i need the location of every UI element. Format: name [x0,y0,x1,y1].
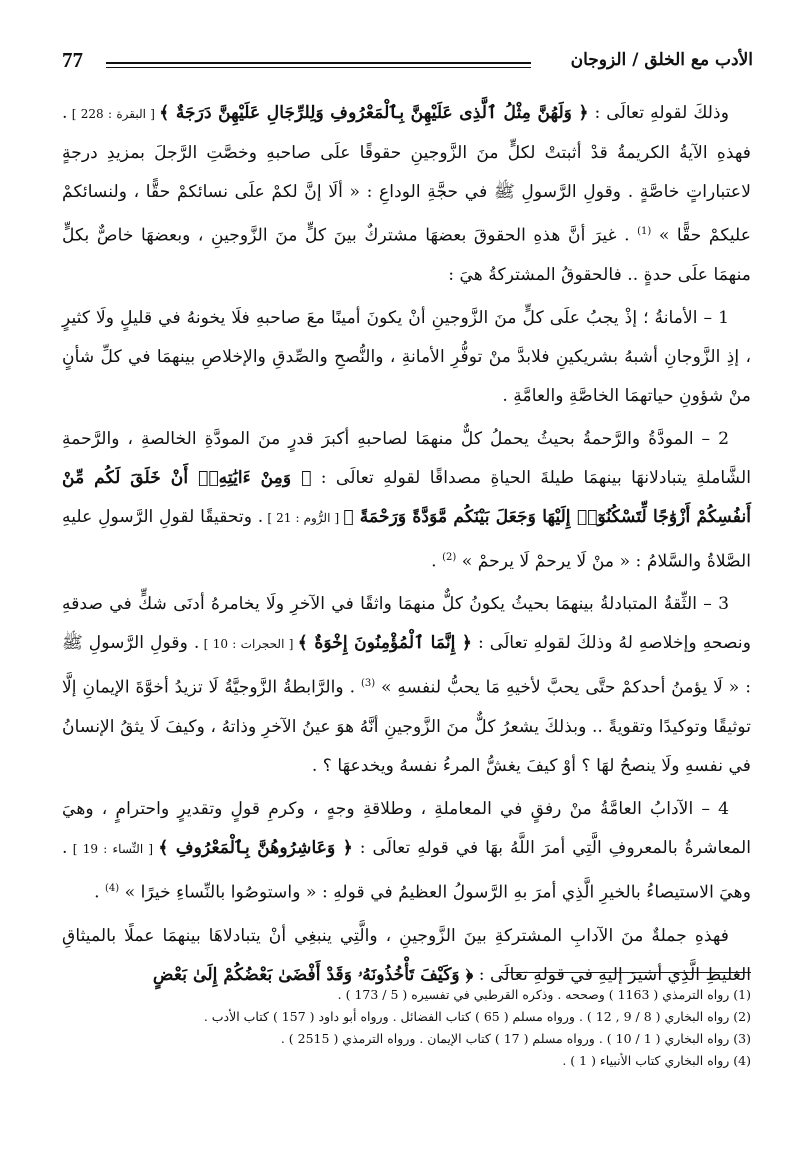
header-rule [106,62,531,68]
text-run: . [94,882,105,903]
quran-verse: ﴿ وَعَاشِرُوهُنَّ بِٱلْمَعْرُوفِ ﴾ [158,838,353,859]
text-run: . غيرَ أنَّ هذهِ الحقوقَ بعضهَا مشتركٌ بينَ كلٍّ منَ الزَّوجينِ ، وبعضهَا خاصٌّ بكلٍّ منهمَا علَى حدةٍ .. فالحقوقُ المشتركةُ هيَ : [62,225,751,285]
footnote-2: (2) رواه البخاري ( 8 / 9 , 12 ) . ورواه مسلم ( 65 ) كتاب الفضائل . ورواه أبو داود ( 157 ) كتاب الأدب . [203,1009,751,1024]
paragraph-manners [62,790,751,913]
text-run: 1 – الأمانةُ ؛ إذْ يجبُ علَى كلٍّ منَ الزَّوجينِ أنْ يكونَ أمينًا معَ صاحبهِ فلَا يخونهُ في قليلٍ ولَا كثيرٍ ، إذِ الزَّوجانِ أشبهُ بشريكينِ فلابدَّ منْ توفُّرِ الأمانةِ ، والنُّصحِ والصِّدقِ والإخلاصِ بينهمَا في كلِّ شأنٍ منْ شؤونِ حياتهمَا الخاصَّةِ والعامَّةِ . [62,307,751,406]
footnote-1: (1) رواه الترمذي ( 1163 ) وصححه . وذكره القرطبي في تفسيره ( 5 / 173 ) . [337,987,751,1002]
footnote-marker: (4) [105,883,120,895]
text-run: . وقولِ الرَّسولِ ﷺ : « لَا يؤمنُ أحدكمْ حتَّى يحبَّ لأخيهِ مَا يحبُّ لنفسهِ » [62,633,751,699]
footnote-marker: (3) [360,678,376,690]
paragraph-confidence [62,585,751,786]
page-number: 77 [62,48,83,72]
page-header [62,48,753,82]
text-run: وذلكَ لقولهِ تعالَى : [588,103,730,123]
text-run: 3 – الثِّقةُ المتبادلةُ بينهمَا بحيثُ يكونُ كلٌّ منهمَا واثقًا في الآخرِ ولَا يخامرهُ أدنَى شكٍّ في صدقهِ ونصحهِ وإخلاصهِ لهُ وذلكَ لقولهِ تعالَى : [62,594,751,654]
text-run: فهذهِ جملةٌ منَ الآدابِ المشتركةِ بينَ الزَّوجينِ ، والَّتِي ينبغِي أنْ يتبادلاهَا بينهمَا عملًا بالميثاقِ الغليظِ الَّذِي أشيرَ إليهِ في قولهِ تعالَى : [62,925,751,985]
verse-reference: [ البقرة : 228 ] [67,107,160,121]
footnote-4: (4) رواه البخاري كتاب الأنبياء ( 1 ) . [562,1053,751,1068]
footnotes [62,984,751,1072]
verse-reference: [ النِّساء : 19 ] [67,842,159,857]
footnote-rule [501,972,751,973]
running-title: الأدب مع الخلق / الزوجان [570,50,753,70]
footnote-marker: (2) [442,551,457,563]
verse-reference: [ الرُّوم : 21 ] [263,510,344,525]
text-run: . وهيَ الاستيصاءُ بالخيرِ الَّذِي أمرَ بهِ الرَّسولُ العظيمُ في قولهِ : « واستوصُوا بالنِّساءِ خيرًا » [62,838,751,903]
footnote-marker: (1) [637,226,652,237]
quran-verse: ﴿ إِنَّمَا ٱلْمُؤْمِنُونَ إِخْوَةٌ ﴾ [297,633,472,654]
verse-reference: [ الحجرات : 10 ] [199,637,298,652]
quran-verse: ﴿ وَلَهُنَّ مِثْلُ ٱلَّذِى عَلَيْهِنَّ بِٱلْمَعْرُوفِ وَلِلرِّجَالِ عَلَيْهِنَّ دَرَجَةٌ ﴾ [159,103,589,123]
text-run: . وتحقيقًا لقولِ الرَّسولِ عليهِ الصَّلاةُ والسَّلامُ : « منْ لَا يرحمْ لَا يرحمْ » [62,506,751,572]
paragraph-intro [62,94,751,295]
text-run: . [431,551,443,572]
text-run: . فهذهِ الآيةُ الكريمةُ قدْ أثبتتْ لكلٍّ منَ الزَّوجينِ حقوقًا علَى صاحبهِ وخصَّتِ الرَّجلَ بمزيدِ درجةٍ لاعتباراتٍ خاصَّةٍ . وقولِ الرَّسولِ ﷺ في حجَّةِ الوداعِ : « ألَا إنَّ لكمْ علَى نسائكمْ حقًّا ، ولنسائكمْ عليكمْ حقًّا » [62,103,751,246]
quran-verse: ﴿ وَمِنْ ءَايَٰتِهِۦٓ أَنْ خَلَقَ لَكُم مِّنْ أَنفُسِكُمْ أَزْوَٰجًا لِّتَسْكُنُوٓا۟ إِلَيْهَا وَجَعَلَ بَيْنَكُم مَّوَدَّةً وَرَحْمَةً ﴾ [62,467,752,527]
text-run: 4 – الآدابُ العامَّةُ منْ رفقٍ في المعاملةِ ، وطلاقةِ وجهٍ ، وكرمِ قولٍ وتقديرٍ واحترامٍ ، وهيَ المعاشرةُ بالمعروفِ الَّتِي أمرَ اللَّهُ بهَا في قولهِ تعالَى : [62,799,751,859]
text-run: . والرَّابطةُ الزَّوجيَّةُ لَا تزيدُ أخوَّةَ الإيمانِ إلَّا توثيقًا وتوكيدًا وتقويةً .. وبذلكَ يشعرُ كلٌّ منَ الزَّوجينِ أنَّهُ هوَ عينُ الآخرِ وذاتهُ ، وكيفَ لَا يثقُ الإنسانُ في نفسهِ ولَا ينصحُ لهَا ؟ أوْ كيفَ يغشُّ المرءُ نفسهُ ويخدعهَا ؟ . [62,678,751,777]
body-text [62,94,751,999]
footnote-3: (3) رواه البخاري ( 1 / 10 ) . ورواه مسلم ( 17 ) كتاب الإيمان . ورواه الترمذي ( 2515 ) . [280,1031,751,1046]
paragraph-affection [62,420,751,582]
text-run: 2 – المودَّةُ والرَّحمةُ بحيثُ يحملُ كلٌّ منهمَا لصاحبهِ أكبرَ قدرٍ منَ المودَّةِ الخالصةِ ، والرَّحمةِ الشَّاملةِ يتبادلانهَا بينهمَا طيلةَ الحياةِ مصداقًا لقولهِ تعالَى : [62,428,751,488]
quran-verse: ﴿ وَكَيْفَ تَأْخُذُونَهُۥ وَقَدْ أَفْضَىٰ بَعْضُكُمْ إِلَىٰ بَعْضٍ [152,964,474,985]
paragraph-trust [62,299,751,416]
